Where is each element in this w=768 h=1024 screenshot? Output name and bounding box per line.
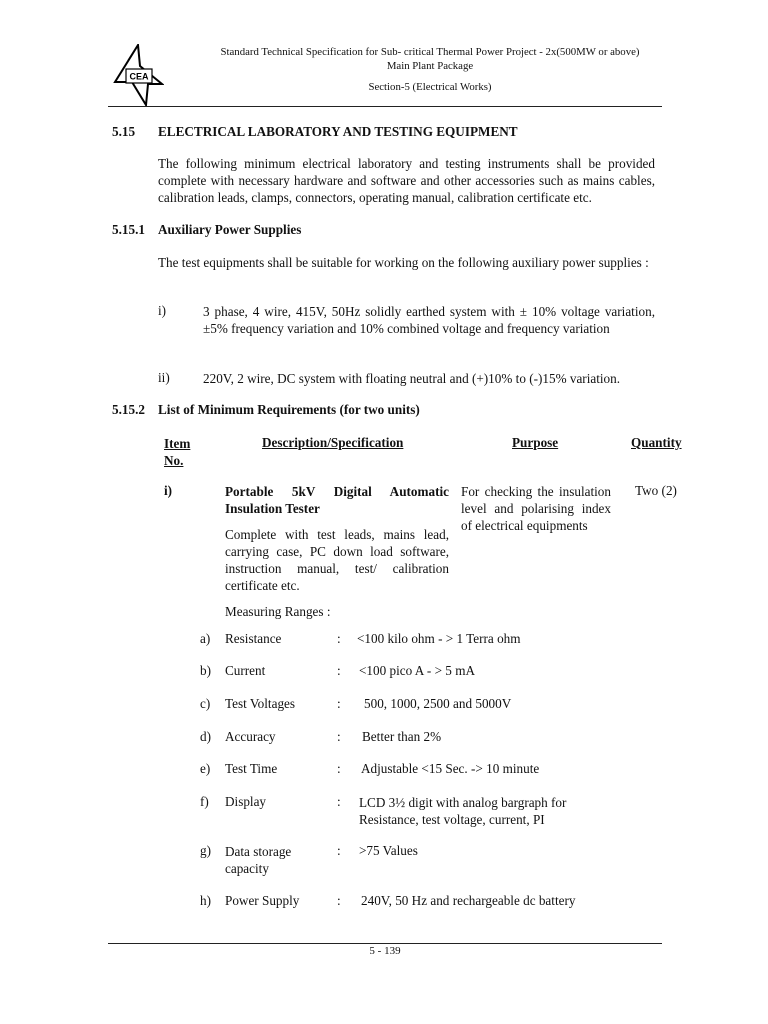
spec-label: Test Voltages	[225, 696, 296, 711]
row-details: Complete with test leads, mains lead, carrying case, PC down load software, instruction manual, test/ calibration certificate etc.	[225, 527, 449, 593]
row-quantity: Two (2)	[635, 483, 677, 498]
spec-letter: d)	[200, 729, 211, 744]
list-marker: ii)	[158, 370, 170, 385]
spec-colon: :	[337, 893, 341, 908]
spec-label: Display	[225, 794, 267, 809]
list-marker: i)	[158, 303, 167, 318]
cea-logo	[112, 44, 164, 106]
list-item: 3 phase, 4 wire, 415V, 50Hz solidly earthed system with ± 10% voltage variation, ±5% frequency variation and 10% combined voltage and frequency variation	[203, 304, 655, 336]
row-item-number: i)	[164, 483, 173, 498]
col-header-quantity: Quantity	[631, 435, 682, 450]
spec-value: <100 kilo ohm - > 1 Terra ohm	[357, 631, 521, 646]
list-item: 220V, 2 wire, DC system with floating neutral and (+)10% to (-)15% variation.	[203, 371, 621, 386]
spec-value: 500, 1000, 2500 and 5000V	[364, 696, 512, 711]
spec-letter: c)	[200, 696, 211, 711]
spec-label: Data storage capacity	[225, 844, 292, 876]
sub2-title: List of Minimum Requirements (for two units)	[158, 402, 420, 417]
spec-colon: :	[337, 794, 341, 809]
sub1-text: The test equipments shall be suitable for working on the following auxiliary power supplies :	[158, 255, 649, 270]
row-purpose: For checking the insulation level and polarising index of electrical equipments	[461, 484, 611, 533]
spec-value: Adjustable <15 Sec. -> 10 minute	[361, 761, 540, 776]
spec-letter: g)	[200, 843, 211, 858]
spec-letter: e)	[200, 761, 211, 776]
lightning-bolt-icon	[112, 44, 164, 106]
spec-label: Current	[225, 663, 266, 678]
section-number: 5.15	[112, 124, 136, 139]
spec-colon: :	[337, 696, 341, 711]
spec-letter: f)	[200, 794, 209, 809]
row-measuring-label: Measuring Ranges :	[225, 604, 331, 619]
spec-value: 240V, 50 Hz and rechargeable dc battery	[361, 893, 576, 908]
spec-label: Resistance	[225, 631, 282, 646]
spec-colon: :	[337, 761, 341, 776]
sub1-number: 5.15.1	[112, 222, 145, 237]
spec-value: >75 Values	[359, 843, 418, 858]
row-title: Portable 5kV Digital Automatic Insulation Tester	[225, 484, 449, 516]
spec-value: Better than 2%	[362, 729, 442, 744]
spec-label: Accuracy	[225, 729, 276, 744]
sub2-number: 5.15.2	[112, 402, 145, 417]
spec-label: Test Time	[225, 761, 278, 776]
col-header-purpose: Purpose	[512, 435, 559, 450]
col-header-description: Description/Specification	[262, 435, 404, 450]
section-intro: The following minimum electrical laboratory and testing instruments shall be provided complete with necessary hardware and software and other accessories such as mains cables, calibration leads, clamps, connectors, operating manual, calibration certificate etc.	[158, 156, 655, 205]
header-section: Section-5 (Electrical Works)	[368, 81, 492, 93]
spec-colon: :	[337, 663, 341, 678]
spec-colon: :	[337, 729, 341, 744]
spec-value: <100 pico A - > 5 mA	[359, 663, 475, 678]
logo-text: CEA	[129, 71, 149, 82]
spec-value: LCD 3½ digit with analog bargraph for Resistance, test voltage, current, PI	[359, 795, 567, 827]
spec-letter: h)	[200, 893, 211, 908]
footer-rule	[108, 943, 662, 944]
header-rule	[108, 106, 662, 107]
spec-colon: :	[337, 843, 341, 858]
spec-letter: a)	[200, 631, 211, 646]
spec-label: Power Supply	[225, 893, 300, 908]
row-description	[225, 483, 449, 629]
header-subtitle: Main Plant Package	[386, 60, 474, 72]
spec-colon: :	[337, 631, 341, 646]
section-title: ELECTRICAL LABORATORY AND TESTING EQUIPMENT	[158, 124, 518, 139]
header-title: Standard Technical Specification for Sub- critical Thermal Power Project - 2x(500MW or above)	[220, 46, 640, 58]
col-header-item: Item No.	[164, 436, 191, 468]
spec-letter: b)	[200, 663, 211, 678]
page-number: 5 - 139	[369, 945, 401, 957]
sub1-title: Auxiliary Power Supplies	[158, 222, 302, 237]
